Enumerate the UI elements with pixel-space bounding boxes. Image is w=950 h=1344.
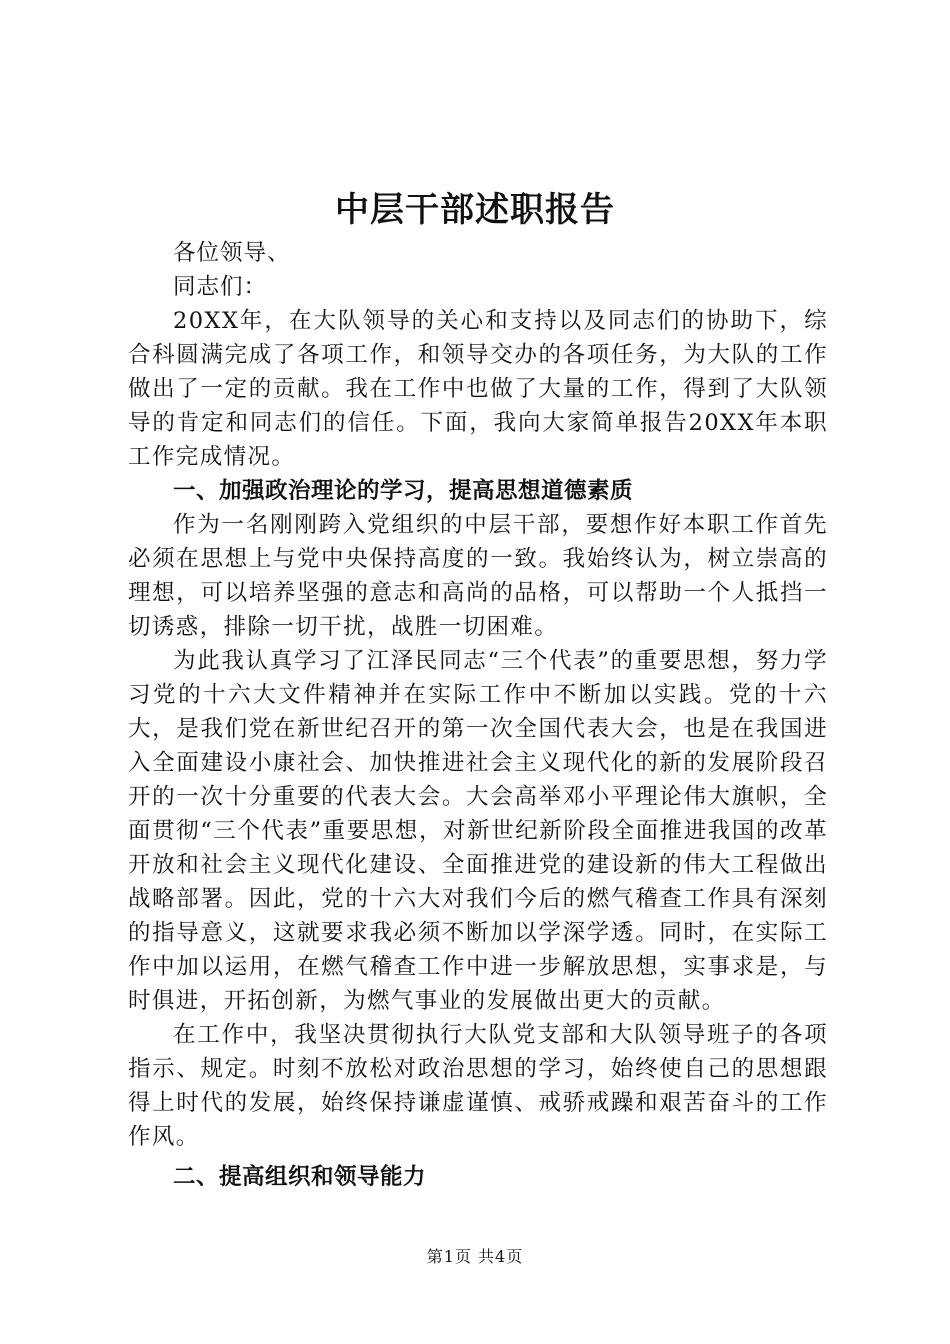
body-paragraph: 为此我认真学习了江泽民同志“三个代表”的重要思想，努力学习党的十六大文件精神并在实际工作中不断加以实践。党的十六大，是我们党在新世纪召开的第一次全国代表大会，也是在我国进入全面建设小康社会、加快推进社会主义现代化的新的发展阶段召开的一次十分重要的代表大会。大会高举邓小平理论伟大旗帜，全面贯彻“三个代表”重要思想，对新世纪新阶段全面推进我国的改革开放和社会主义现代化建设、全面推进党的建设新的伟大工程做出战略部署。因此，党的十六大对我们今后的燃气稽查工作具有深刻的指导意义，这就要求我必须不断加以学深学透。同时，在实际工作中加以运用，在燃气稽查工作中进一步解放思想，实事求是，与时俱进，开拓创新，为燃气事业的发展做出更大的贡献。 [128,648,828,1014]
document-title: 中层干部述职报告 [335,190,615,230]
section-heading-2: 二、提高组织和领导能力 [173,1164,427,1190]
section-heading-1: 一、加强政治理论的学习，提高思想道德素质 [173,478,634,504]
document-body [128,236,828,1194]
body-paragraph: 作为一名刚刚跨入党组织的中层干部，要想作好本职工作首先必须在思想上与党中央保持高度的一致。我始终认为，树立崇高的理想，可以培养坚强的意志和高尚的品格，可以帮助一个人抵挡一切诱惑，排除一切干扰，战胜一切困难。 [128,512,828,640]
page-number-footer: 第1页 共4页 [426,1247,524,1266]
salutation-comrades: 同志们： [173,274,268,300]
salutation-leaders: 各位领导、 [173,240,291,266]
body-paragraph: 在工作中，我坚决贯彻执行大队党支部和大队领导班子的各项指示、规定。时刻不放松对政治思想的学习，始终使自己的思想跟得上时代的发展，始终保持谦虚谨慎、戒骄戒躁和艰苦奋斗的工作作风。 [128,1022,828,1150]
intro-paragraph: 20XX年，在大队领导的关心和支持以及同志们的协助下，综合科圆满完成了各项工作，和领导交办的各项任务，为大队的工作做出了一定的贡献。我在工作中也做了大量的工作，得到了大队领导的肯定和同志们的信任。下面，我向大家简单报告20XX年本职工作完成情况。 [128,308,828,470]
